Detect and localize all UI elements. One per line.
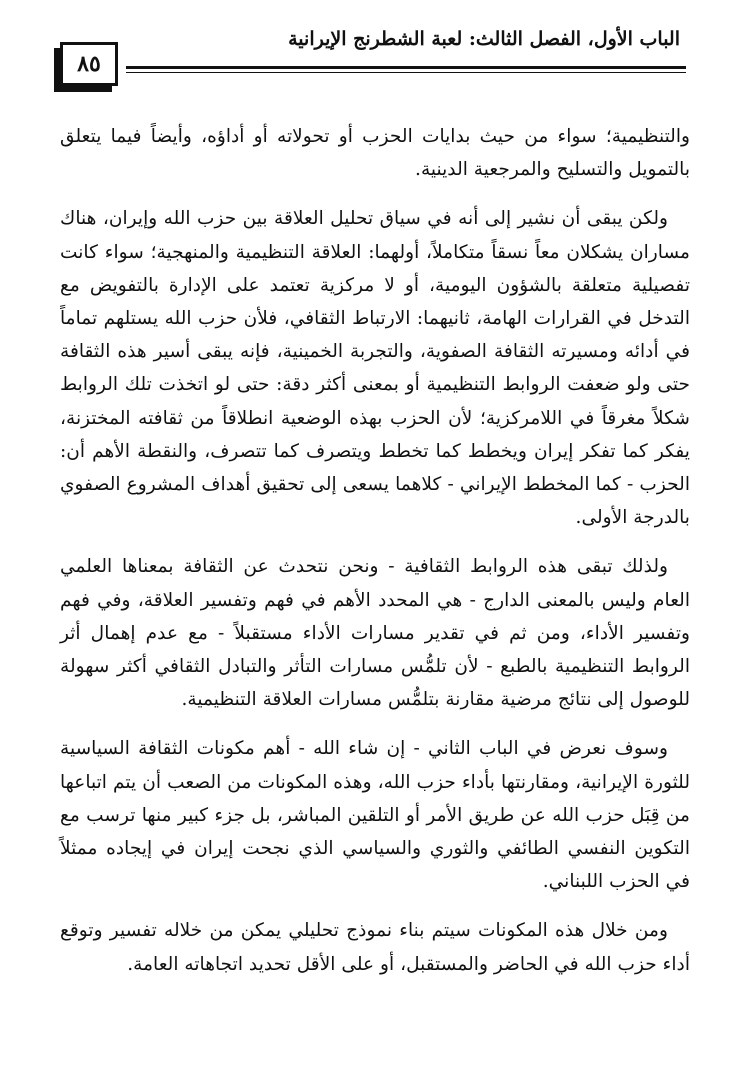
page-number-box-shadow-bottom bbox=[54, 86, 112, 92]
header-rule bbox=[126, 66, 686, 69]
paragraph: ومن خلال هذه المكونات سيتم بناء نموذج تحليلي يمكن من خلاله تفسير وتوقع أداء حزب الله في الحاضر والمستقبل، أو على الأقل تحديد اتجاهاته العامة. bbox=[60, 920, 690, 975]
header-rule-thin bbox=[126, 72, 686, 73]
paragraph: ولذلك تبقى هذه الروابط الثقافية - ونحن نتحدث عن الثقافة بمعناها العلمي العام وليس بالمعنى الدارج - هي المحدد الأهم في فهم وتفسير العلاقة، وفي فهم وتفسير الأداء، ومن ثم في تقدير مسارات الأداء مستقبلاً - مع عدم إهمال أثر الروابط التنظيمية بالطبع - لأن تلمُّس مسارات التأثر والتبادل الثقافي أكثر سهولة للوصول إلى نتائج مرضية مقارنة بتلمُّس مسارات العلاقة التنظيمية. bbox=[60, 556, 690, 711]
page-number-box bbox=[60, 42, 118, 86]
paragraph: ولكن يبقى أن نشير إلى أنه في سياق تحليل العلاقة بين حزب الله وإيران، هناك مساران يشكلان معاً نسقاً متكاملاً، أولهما: العلاقة التنظيمية والمنهجية؛ سواء كانت تفصيلية متعلقة بالشؤون اليومية، أو لا مركزية تعتمد على الإدارة بالتفويض مع التدخل في القرارات الهامة، ثانيهما: الارتباط الثقافي، فلأن حزب الله يستلهم تماماً في أدائه ومسيرته الثقافة الصفوية، والتجربة الخمينية، فإنه يبقى أسير هذه الثقافة حتى ولو ضعفت الروابط التنظيمية أو بمعنى أكثر دقة: حتى لو اتخذت تلك الروابط شكلاً مغرقاً في اللامركزية؛ لأن الحزب بهذه الوضعية انطلاقاً من ثقافته المختزنة، يفكر كما تفكر إيران ويخطط كما تخطط ويتصرف كما تتصرف، والنقطة الأهم أن: الحزب - كما المخطط الإيراني - كلاهما يسعى إلى تحقيق أهداف المشروع الصفوي بالدرجة الأولى. bbox=[60, 208, 690, 529]
running-header-title: الباب الأول، الفصل الثالث: لعبة الشطرنج الإيرانية bbox=[288, 28, 680, 50]
paragraph: وسوف نعرض في الباب الثاني - إن شاء الله - أهم مكونات الثقافة السياسية للثورة الإيرانية، ومقارنتها بأداء حزب الله، وهذه المكونات من الصعب أن يتم اتباعها من قِبَل حزب الله عن طريق الأمر أو التلقين المباشر، بل جزء كبير منها ترسب مع التكوين النفسي الطائفي والثوري والسياسي الذي نجحت إيران في إيجاده ممثلاً في الحزب اللبناني. bbox=[60, 738, 690, 893]
body-text bbox=[60, 120, 690, 997]
paragraph: والتنظيمية؛ سواء من حيث بدايات الحزب أو تحولاته أو أداؤه، وأيضاً فيما يتعلق بالتمويل والتسليح والمرجعية الدينية. bbox=[60, 126, 690, 181]
page-number: ٨٥ bbox=[77, 51, 101, 77]
